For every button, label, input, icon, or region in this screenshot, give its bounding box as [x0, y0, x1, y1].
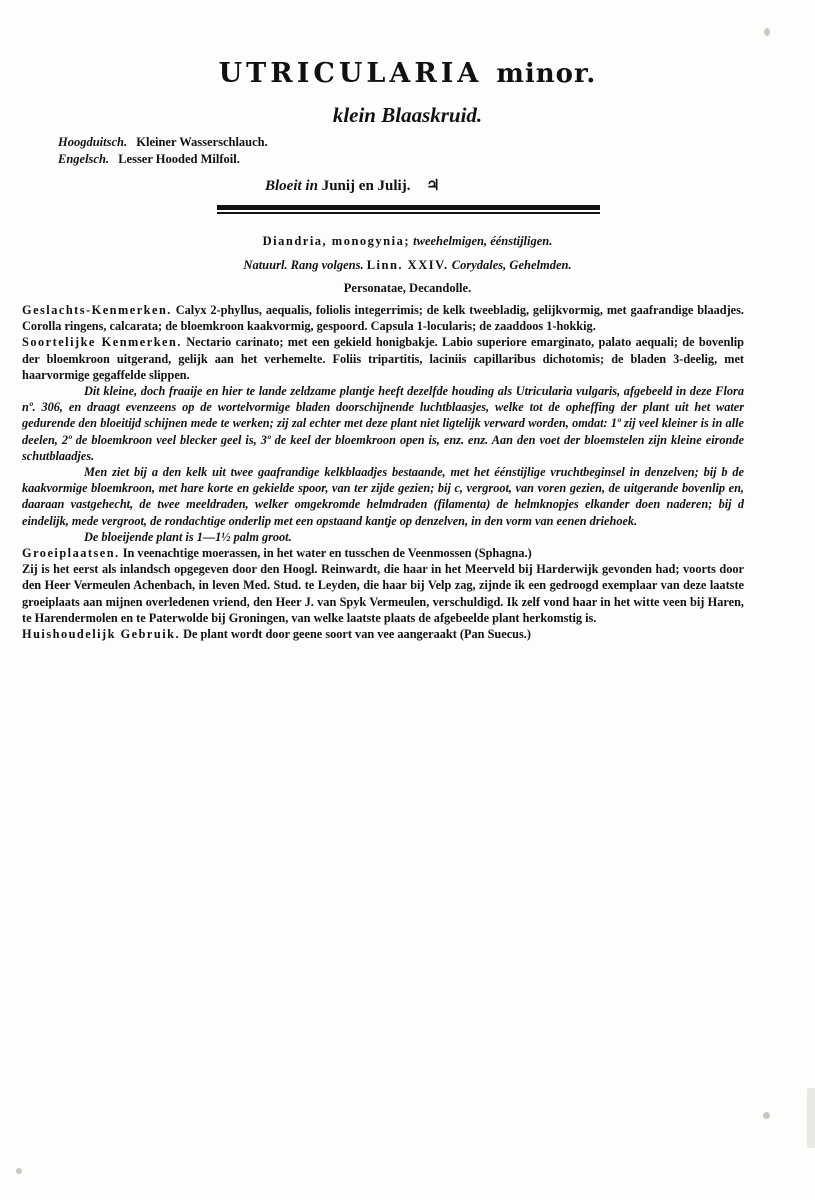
vernacular-english: Engelsch. Lesser Hooded Milfoil. [58, 152, 240, 166]
description-paragraph: Dit kleine, doch fraaije en hier te lande zeldzame plantje heeft dezelfde houding als Utricularia vulgaris, afgebeeld in deze Flora nº. 306, en draagt evenzeens op de wortelvormige bladen doorschijnende luchtblaasjes, welke tot de opheffing der plant uit het water gedurende den bloeitijd schijnen mede te werken; zij zal echter met deze plant niet ligtelijk verward worden, omdat: 1º zij veel kleiner is in alle deelen, 2º de bloemkroon veel blecker geel is, 3º de keel der bloemkroon open is, enz. enz. Aan den voet der bloemstelen zijn kleine eironde schutblaadjes. [22, 384, 744, 463]
species-characters: Soortelijke Kenmerken. Nectario carinato; met een gekield honigbakje. Labio superiore emarginato, palato aequali; de bovenlip der bloemkroon uitgerand, gelijk aan het verhemelte. Foliis tripartitis, laciniis capillaribus dichotomis; de bladen 3-deelig, met haarvormige gegaffelde slippen. [22, 335, 745, 382]
paper-speck [16, 1168, 22, 1174]
divider-thin [217, 212, 600, 214]
title-genus: UTRICULARIA [218, 58, 483, 89]
subtitle: klein Blaaskruid. [332, 103, 483, 127]
economic-use: Huishoudelijk Gebruik. De plant wordt door geene soort van vee aangeraakt (Pan Suecus.) [22, 627, 531, 642]
classification-line-2: Natuurl. Rang volgens. Linn. XXIV. Corydales, Gehelmden. [243, 258, 572, 272]
occurrence-history: Zij is het eerst als inlandsch opgegeven door den Hoogl. Reinwardt, die haar in het Meerveld bij Harderwijk gevonden had; voorts door den Heer Vermeulen Achenbach, in leven Med. Stud. te Leyden, die haar bij Velp zag, zijnde ik een gedroogd exemplaar van deze laatste groeiplaats aan mijnen overledenen vriend, den Heer J. van Spyk Vermeulen, verschuldigd. Ik zelf vond haar in het witte veen bij Haren, te Harendermolen en te Paterwolde bij Groningen, van welke laatste plaats de afgebeelde plant herkomstig is. [22, 562, 744, 625]
paper-speck [807, 1088, 815, 1148]
vernacular-german: Hoogduitsch. Kleiner Wasserschlauch. [58, 135, 268, 149]
plant-size: De bloeijende plant is 1—1½ palm groot. [84, 529, 292, 544]
title-species: minor. [496, 59, 597, 89]
classification-line-1: Diandria, monogynia; tweehelmigen, éénstijligen. [262, 234, 553, 248]
perennial-symbol-icon: ♃ [426, 178, 440, 194]
paper-speck [763, 1112, 770, 1119]
figure-explanation: Men ziet bij a den kelk uit twee gaafrandige kelkblaadjes bestaande, met het éénstijlige vruchtbeginsel in denzelven; bij b de kaakvormige bloemkroon, met hare korte en gekielde spoor, van ter zijde gezien; bij c, vergroot, van voren gezien, de uitgerande bovenlip en, daaraan vastgehecht, de twee meeldraden, welker omgekromde helmdraden (filamenta) de helmknopjes elkander doen naderen; bij d eindelijk, mede vergroot, de rondachtige onderlip met een opstaand kantje op denzelven, in den vorm van eenen driehoek. [22, 465, 744, 528]
classification-line-3: Personatae, Decandolle. [343, 281, 472, 295]
page-title [0, 58, 815, 89]
vernacular-names [58, 134, 268, 168]
bloom-period: Bloeit in Junij en Julij. ♃ [265, 178, 440, 194]
divider-thick [217, 205, 600, 210]
genus-characters: Geslachts-Kenmerken. Calyx 2-phyllus, aequalis, foliolis integerrimis; de kelk tweebladig, gelijkvormig, met gaafrandige blaadjes. Corolla ringens, calcarata; de bloemkroon kaakvormig, gespoord. Capsula 1-locularis; de zaaddoos 1-hokkig. [22, 303, 744, 334]
body-text [22, 302, 744, 642]
habitat: Groeiplaatsen. In veenachtige moerassen, in het water en tusschen de Veenmossen (Sphagna.) [22, 546, 532, 561]
paper-speck [764, 28, 770, 36]
